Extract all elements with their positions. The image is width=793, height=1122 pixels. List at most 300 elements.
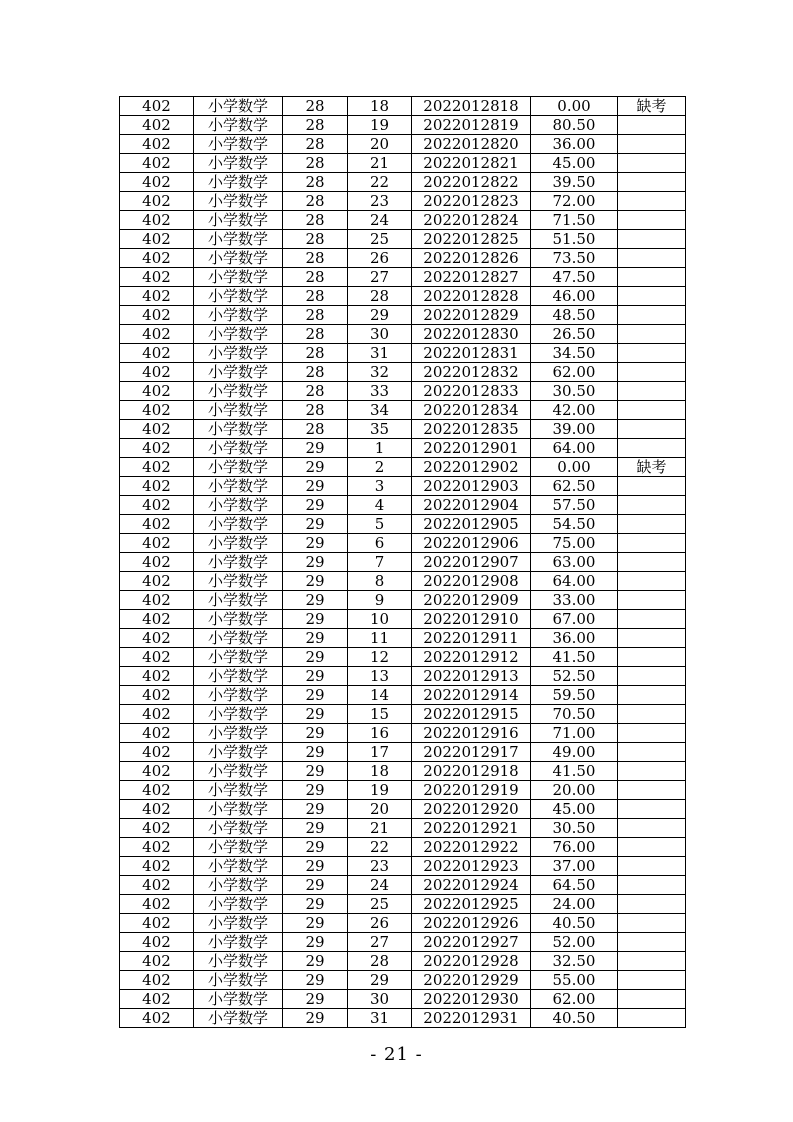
seat-cell: 20 xyxy=(348,135,412,154)
subject-cell: 小学数学 xyxy=(194,515,283,534)
remark-cell xyxy=(618,439,686,458)
seat-cell: 25 xyxy=(348,895,412,914)
score-cell: 33.00 xyxy=(531,591,618,610)
remark-cell xyxy=(618,211,686,230)
score-cell: 57.50 xyxy=(531,496,618,515)
score-cell: 54.50 xyxy=(531,515,618,534)
ticket-number-cell: 2022012833 xyxy=(412,382,531,401)
subject-cell: 小学数学 xyxy=(194,876,283,895)
room-cell: 29 xyxy=(283,952,348,971)
subject-cell: 小学数学 xyxy=(194,572,283,591)
ticket-number-cell: 2022012822 xyxy=(412,173,531,192)
remark-cell xyxy=(618,572,686,591)
ticket-number-cell: 2022012905 xyxy=(412,515,531,534)
subject-cell: 小学数学 xyxy=(194,838,283,857)
score-cell: 39.50 xyxy=(531,173,618,192)
room-cell: 29 xyxy=(283,933,348,952)
seat-cell: 6 xyxy=(348,534,412,553)
table-row xyxy=(120,914,686,933)
ticket-number-cell: 2022012928 xyxy=(412,952,531,971)
table-row xyxy=(120,952,686,971)
table-row xyxy=(120,287,686,306)
seat-cell: 27 xyxy=(348,933,412,952)
code-cell: 402 xyxy=(120,306,194,325)
subject-cell: 小学数学 xyxy=(194,781,283,800)
remark-cell xyxy=(618,1009,686,1028)
code-cell: 402 xyxy=(120,287,194,306)
remark-cell xyxy=(618,705,686,724)
room-cell: 29 xyxy=(283,743,348,762)
table-row xyxy=(120,705,686,724)
subject-cell: 小学数学 xyxy=(194,249,283,268)
remark-cell xyxy=(618,857,686,876)
seat-cell: 19 xyxy=(348,116,412,135)
table-row xyxy=(120,895,686,914)
room-cell: 29 xyxy=(283,819,348,838)
subject-cell: 小学数学 xyxy=(194,97,283,116)
ticket-number-cell: 2022012912 xyxy=(412,648,531,667)
seat-cell: 23 xyxy=(348,857,412,876)
remark-cell xyxy=(618,667,686,686)
score-cell: 30.50 xyxy=(531,382,618,401)
room-cell: 29 xyxy=(283,1009,348,1028)
remark-cell xyxy=(618,173,686,192)
code-cell: 402 xyxy=(120,154,194,173)
table-row xyxy=(120,515,686,534)
remark-cell xyxy=(618,781,686,800)
seat-cell: 26 xyxy=(348,249,412,268)
seat-cell: 14 xyxy=(348,686,412,705)
remark-cell xyxy=(618,496,686,515)
remark-cell xyxy=(618,515,686,534)
score-cell: 32.50 xyxy=(531,952,618,971)
seat-cell: 27 xyxy=(348,268,412,287)
score-cell: 0.00 xyxy=(531,97,618,116)
table-row xyxy=(120,610,686,629)
ticket-number-cell: 2022012924 xyxy=(412,876,531,895)
ticket-number-cell: 2022012908 xyxy=(412,572,531,591)
room-cell: 28 xyxy=(283,116,348,135)
code-cell: 402 xyxy=(120,572,194,591)
ticket-number-cell: 2022012929 xyxy=(412,971,531,990)
code-cell: 402 xyxy=(120,420,194,439)
score-cell: 45.00 xyxy=(531,800,618,819)
ticket-number-cell: 2022012820 xyxy=(412,135,531,154)
remark-cell xyxy=(618,876,686,895)
score-cell: 52.00 xyxy=(531,933,618,952)
room-cell: 28 xyxy=(283,192,348,211)
seat-cell: 34 xyxy=(348,401,412,420)
score-cell: 75.00 xyxy=(531,534,618,553)
code-cell: 402 xyxy=(120,933,194,952)
remark-cell xyxy=(618,325,686,344)
ticket-number-cell: 2022012818 xyxy=(412,97,531,116)
code-cell: 402 xyxy=(120,591,194,610)
subject-cell: 小学数学 xyxy=(194,230,283,249)
room-cell: 28 xyxy=(283,325,348,344)
table-row xyxy=(120,97,686,116)
remark-cell xyxy=(618,648,686,667)
subject-cell: 小学数学 xyxy=(194,534,283,553)
room-cell: 28 xyxy=(283,97,348,116)
ticket-number-cell: 2022012913 xyxy=(412,667,531,686)
room-cell: 29 xyxy=(283,990,348,1009)
room-cell: 28 xyxy=(283,420,348,439)
room-cell: 28 xyxy=(283,268,348,287)
ticket-number-cell: 2022012902 xyxy=(412,458,531,477)
seat-cell: 17 xyxy=(348,743,412,762)
ticket-number-cell: 2022012927 xyxy=(412,933,531,952)
ticket-number-cell: 2022012830 xyxy=(412,325,531,344)
room-cell: 28 xyxy=(283,249,348,268)
subject-cell: 小学数学 xyxy=(194,439,283,458)
seat-cell: 18 xyxy=(348,97,412,116)
code-cell: 402 xyxy=(120,743,194,762)
code-cell: 402 xyxy=(120,629,194,648)
ticket-number-cell: 2022012911 xyxy=(412,629,531,648)
seat-cell: 31 xyxy=(348,1009,412,1028)
remark-cell xyxy=(618,914,686,933)
remark-cell xyxy=(618,344,686,363)
room-cell: 29 xyxy=(283,496,348,515)
seat-cell: 33 xyxy=(348,382,412,401)
table-row xyxy=(120,192,686,211)
ticket-number-cell: 2022012925 xyxy=(412,895,531,914)
seat-cell: 30 xyxy=(348,325,412,344)
remark-cell xyxy=(618,534,686,553)
seat-cell: 18 xyxy=(348,762,412,781)
ticket-number-cell: 2022012906 xyxy=(412,534,531,553)
code-cell: 402 xyxy=(120,135,194,154)
code-cell: 402 xyxy=(120,439,194,458)
score-cell: 62.00 xyxy=(531,990,618,1009)
subject-cell: 小学数学 xyxy=(194,154,283,173)
score-table-body xyxy=(120,97,686,1028)
ticket-number-cell: 2022012921 xyxy=(412,819,531,838)
code-cell: 402 xyxy=(120,230,194,249)
subject-cell: 小学数学 xyxy=(194,914,283,933)
table-row xyxy=(120,553,686,572)
subject-cell: 小学数学 xyxy=(194,135,283,154)
ticket-number-cell: 2022012831 xyxy=(412,344,531,363)
seat-cell: 19 xyxy=(348,781,412,800)
seat-cell: 10 xyxy=(348,610,412,629)
code-cell: 402 xyxy=(120,173,194,192)
subject-cell: 小学数学 xyxy=(194,553,283,572)
ticket-number-cell: 2022012915 xyxy=(412,705,531,724)
code-cell: 402 xyxy=(120,268,194,287)
remark-cell xyxy=(618,420,686,439)
room-cell: 29 xyxy=(283,876,348,895)
table-row xyxy=(120,211,686,230)
score-cell: 64.00 xyxy=(531,572,618,591)
remark-cell xyxy=(618,287,686,306)
ticket-number-cell: 2022012926 xyxy=(412,914,531,933)
seat-cell: 22 xyxy=(348,173,412,192)
ticket-number-cell: 2022012904 xyxy=(412,496,531,515)
seat-cell: 22 xyxy=(348,838,412,857)
room-cell: 28 xyxy=(283,363,348,382)
room-cell: 28 xyxy=(283,211,348,230)
score-cell: 24.00 xyxy=(531,895,618,914)
score-cell: 45.00 xyxy=(531,154,618,173)
ticket-number-cell: 2022012829 xyxy=(412,306,531,325)
ticket-number-cell: 2022012916 xyxy=(412,724,531,743)
subject-cell: 小学数学 xyxy=(194,401,283,420)
subject-cell: 小学数学 xyxy=(194,705,283,724)
remark-cell xyxy=(618,192,686,211)
score-cell: 73.50 xyxy=(531,249,618,268)
room-cell: 29 xyxy=(283,572,348,591)
score-cell: 67.00 xyxy=(531,610,618,629)
remark-cell xyxy=(618,401,686,420)
ticket-number-cell: 2022012930 xyxy=(412,990,531,1009)
room-cell: 29 xyxy=(283,838,348,857)
subject-cell: 小学数学 xyxy=(194,382,283,401)
code-cell: 402 xyxy=(120,249,194,268)
table-row xyxy=(120,990,686,1009)
ticket-number-cell: 2022012914 xyxy=(412,686,531,705)
code-cell: 402 xyxy=(120,116,194,135)
subject-cell: 小学数学 xyxy=(194,268,283,287)
room-cell: 29 xyxy=(283,515,348,534)
seat-cell: 7 xyxy=(348,553,412,572)
code-cell: 402 xyxy=(120,762,194,781)
room-cell: 29 xyxy=(283,781,348,800)
room-cell: 28 xyxy=(283,287,348,306)
table-row xyxy=(120,857,686,876)
code-cell: 402 xyxy=(120,363,194,382)
code-cell: 402 xyxy=(120,952,194,971)
subject-cell: 小学数学 xyxy=(194,933,283,952)
room-cell: 28 xyxy=(283,382,348,401)
score-cell: 39.00 xyxy=(531,420,618,439)
code-cell: 402 xyxy=(120,515,194,534)
subject-cell: 小学数学 xyxy=(194,724,283,743)
ticket-number-cell: 2022012919 xyxy=(412,781,531,800)
score-cell: 63.00 xyxy=(531,553,618,572)
table-row xyxy=(120,762,686,781)
table-row xyxy=(120,743,686,762)
subject-cell: 小学数学 xyxy=(194,610,283,629)
subject-cell: 小学数学 xyxy=(194,1009,283,1028)
remark-cell xyxy=(618,249,686,268)
score-cell: 51.50 xyxy=(531,230,618,249)
table-row xyxy=(120,781,686,800)
code-cell: 402 xyxy=(120,458,194,477)
score-cell: 47.50 xyxy=(531,268,618,287)
remark-cell xyxy=(618,154,686,173)
code-cell: 402 xyxy=(120,819,194,838)
room-cell: 29 xyxy=(283,895,348,914)
seat-cell: 21 xyxy=(348,154,412,173)
remark-cell xyxy=(618,363,686,382)
remark-cell xyxy=(618,268,686,287)
remark-cell xyxy=(618,762,686,781)
code-cell: 402 xyxy=(120,686,194,705)
subject-cell: 小学数学 xyxy=(194,990,283,1009)
score-cell: 40.50 xyxy=(531,1009,618,1028)
table-row xyxy=(120,971,686,990)
seat-cell: 20 xyxy=(348,800,412,819)
table-row xyxy=(120,1009,686,1028)
score-cell: 52.50 xyxy=(531,667,618,686)
score-cell: 62.00 xyxy=(531,363,618,382)
ticket-number-cell: 2022012903 xyxy=(412,477,531,496)
seat-cell: 29 xyxy=(348,306,412,325)
score-cell: 71.50 xyxy=(531,211,618,230)
seat-cell: 16 xyxy=(348,724,412,743)
subject-cell: 小学数学 xyxy=(194,629,283,648)
score-cell: 48.50 xyxy=(531,306,618,325)
score-cell: 34.50 xyxy=(531,344,618,363)
code-cell: 402 xyxy=(120,610,194,629)
ticket-number-cell: 2022012828 xyxy=(412,287,531,306)
remark-cell xyxy=(618,591,686,610)
remark-cell xyxy=(618,838,686,857)
seat-cell: 26 xyxy=(348,914,412,933)
ticket-number-cell: 2022012834 xyxy=(412,401,531,420)
table-row xyxy=(120,306,686,325)
code-cell: 402 xyxy=(120,496,194,515)
seat-cell: 28 xyxy=(348,952,412,971)
remark-cell xyxy=(618,477,686,496)
score-cell: 41.50 xyxy=(531,762,618,781)
seat-cell: 23 xyxy=(348,192,412,211)
code-cell: 402 xyxy=(120,97,194,116)
room-cell: 29 xyxy=(283,914,348,933)
remark-cell xyxy=(618,553,686,572)
score-cell: 42.00 xyxy=(531,401,618,420)
score-cell: 36.00 xyxy=(531,629,618,648)
score-table xyxy=(119,96,686,1028)
room-cell: 29 xyxy=(283,591,348,610)
remark-cell xyxy=(618,382,686,401)
table-row xyxy=(120,268,686,287)
seat-cell: 24 xyxy=(348,876,412,895)
score-cell: 26.50 xyxy=(531,325,618,344)
seat-cell: 2 xyxy=(348,458,412,477)
ticket-number-cell: 2022012825 xyxy=(412,230,531,249)
subject-cell: 小学数学 xyxy=(194,477,283,496)
subject-cell: 小学数学 xyxy=(194,667,283,686)
table-row xyxy=(120,439,686,458)
room-cell: 29 xyxy=(283,762,348,781)
ticket-number-cell: 2022012910 xyxy=(412,610,531,629)
seat-cell: 13 xyxy=(348,667,412,686)
ticket-number-cell: 2022012832 xyxy=(412,363,531,382)
table-row xyxy=(120,819,686,838)
room-cell: 29 xyxy=(283,648,348,667)
ticket-number-cell: 2022012917 xyxy=(412,743,531,762)
code-cell: 402 xyxy=(120,382,194,401)
table-row xyxy=(120,534,686,553)
score-cell: 72.00 xyxy=(531,192,618,211)
room-cell: 29 xyxy=(283,477,348,496)
room-cell: 29 xyxy=(283,724,348,743)
score-cell: 30.50 xyxy=(531,819,618,838)
room-cell: 29 xyxy=(283,857,348,876)
table-row xyxy=(120,401,686,420)
ticket-number-cell: 2022012920 xyxy=(412,800,531,819)
score-cell: 49.00 xyxy=(531,743,618,762)
score-cell: 64.50 xyxy=(531,876,618,895)
table-row xyxy=(120,382,686,401)
code-cell: 402 xyxy=(120,667,194,686)
score-cell: 76.00 xyxy=(531,838,618,857)
ticket-number-cell: 2022012907 xyxy=(412,553,531,572)
subject-cell: 小学数学 xyxy=(194,458,283,477)
subject-cell: 小学数学 xyxy=(194,857,283,876)
ticket-number-cell: 2022012922 xyxy=(412,838,531,857)
seat-cell: 21 xyxy=(348,819,412,838)
remark-cell xyxy=(618,743,686,762)
code-cell: 402 xyxy=(120,1009,194,1028)
seat-cell: 8 xyxy=(348,572,412,591)
subject-cell: 小学数学 xyxy=(194,971,283,990)
ticket-number-cell: 2022012819 xyxy=(412,116,531,135)
seat-cell: 32 xyxy=(348,363,412,382)
room-cell: 28 xyxy=(283,401,348,420)
subject-cell: 小学数学 xyxy=(194,325,283,344)
score-cell: 71.00 xyxy=(531,724,618,743)
remark-cell xyxy=(618,610,686,629)
code-cell: 402 xyxy=(120,857,194,876)
subject-cell: 小学数学 xyxy=(194,287,283,306)
table-row xyxy=(120,420,686,439)
remark-cell xyxy=(618,819,686,838)
subject-cell: 小学数学 xyxy=(194,420,283,439)
ticket-number-cell: 2022012823 xyxy=(412,192,531,211)
table-row xyxy=(120,325,686,344)
subject-cell: 小学数学 xyxy=(194,211,283,230)
table-row xyxy=(120,648,686,667)
ticket-number-cell: 2022012835 xyxy=(412,420,531,439)
code-cell: 402 xyxy=(120,971,194,990)
subject-cell: 小学数学 xyxy=(194,363,283,382)
subject-cell: 小学数学 xyxy=(194,762,283,781)
room-cell: 28 xyxy=(283,173,348,192)
code-cell: 402 xyxy=(120,990,194,1009)
table-row xyxy=(120,838,686,857)
table-row xyxy=(120,667,686,686)
room-cell: 29 xyxy=(283,439,348,458)
ticket-number-cell: 2022012918 xyxy=(412,762,531,781)
room-cell: 28 xyxy=(283,154,348,173)
room-cell: 28 xyxy=(283,306,348,325)
table-row xyxy=(120,724,686,743)
table-row xyxy=(120,458,686,477)
seat-cell: 12 xyxy=(348,648,412,667)
room-cell: 29 xyxy=(283,610,348,629)
remark-cell: 缺考 xyxy=(618,97,686,116)
room-cell: 28 xyxy=(283,230,348,249)
subject-cell: 小学数学 xyxy=(194,819,283,838)
room-cell: 29 xyxy=(283,667,348,686)
room-cell: 29 xyxy=(283,686,348,705)
score-cell: 46.00 xyxy=(531,287,618,306)
score-cell: 59.50 xyxy=(531,686,618,705)
code-cell: 402 xyxy=(120,534,194,553)
remark-cell xyxy=(618,724,686,743)
table-row xyxy=(120,933,686,952)
room-cell: 29 xyxy=(283,458,348,477)
subject-cell: 小学数学 xyxy=(194,895,283,914)
ticket-number-cell: 2022012909 xyxy=(412,591,531,610)
seat-cell: 9 xyxy=(348,591,412,610)
seat-cell: 1 xyxy=(348,439,412,458)
subject-cell: 小学数学 xyxy=(194,591,283,610)
